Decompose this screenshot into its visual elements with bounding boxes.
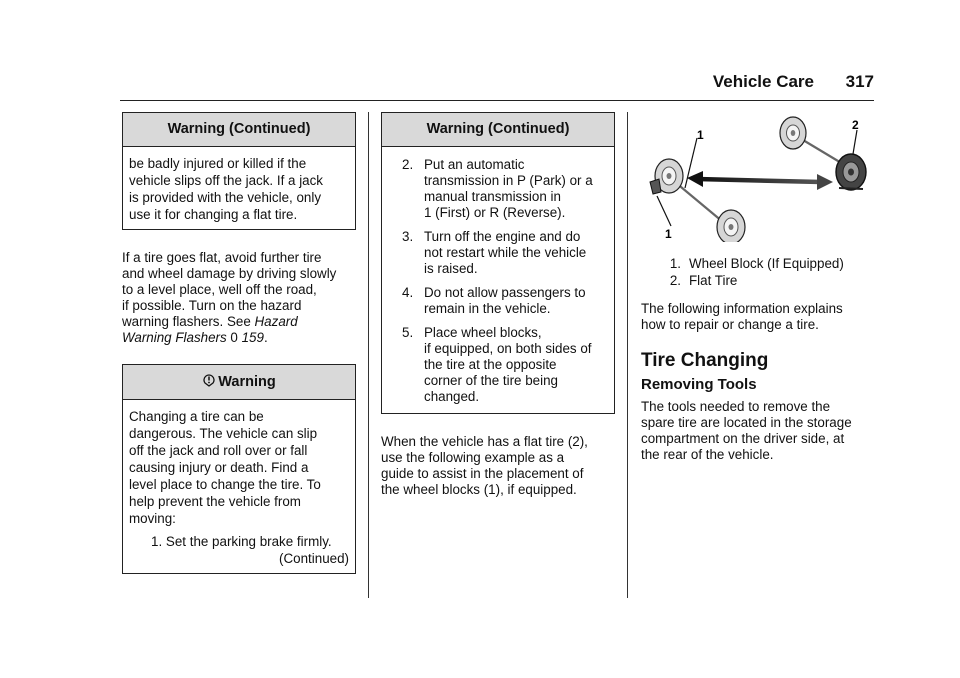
warning-title: Warning — [218, 374, 276, 390]
column-divider — [627, 112, 628, 598]
step-text — [424, 229, 608, 277]
text-line: changed. — [424, 389, 480, 404]
text-line: guide to assist in the placement of — [381, 466, 584, 481]
rear-left-wheel — [780, 117, 806, 149]
text-line: the wheel blocks (1), if equipped. — [381, 482, 577, 497]
callout-line — [853, 130, 857, 154]
column-2 — [381, 112, 615, 498]
text-line: Do not allow passengers to — [424, 285, 586, 300]
double-arrow — [687, 171, 833, 190]
text-line: is provided with the vehicle, only — [129, 190, 322, 205]
text-line: not restart while the vehicle — [424, 245, 587, 260]
text-line: manual transmission in — [424, 189, 561, 204]
text-line: the tire at the opposite — [424, 357, 557, 372]
text-line: causing injury or death. Find a — [129, 460, 309, 475]
legend-number: 2. — [669, 273, 681, 288]
text-line: how to repair or change a tire. — [641, 317, 819, 332]
warning-box-title: Warning (Continued) — [123, 113, 355, 147]
step-item — [402, 285, 608, 317]
section-heading: Tire Changing — [641, 350, 769, 371]
page-number: 317 — [845, 72, 874, 91]
text-line: if possible. Turn on the hazard — [122, 298, 302, 313]
step-item — [402, 325, 608, 405]
legend-text: Wheel Block (If Equipped) — [689, 256, 844, 271]
wheel-block-figure — [641, 112, 877, 242]
text-line: is raised. — [424, 261, 478, 276]
text-line: Place wheel blocks, — [424, 325, 542, 340]
page-header — [120, 72, 874, 101]
text-line: spare tire are located in the storage — [641, 415, 852, 430]
front-right-wheel — [717, 210, 745, 242]
hazard-link[interactable]: Hazard — [254, 314, 298, 329]
section-title: Vehicle Care — [712, 72, 814, 91]
wheel-block-paragraph — [381, 434, 615, 498]
wheel-diagram — [641, 112, 877, 242]
step-text — [424, 285, 608, 317]
warning-box-title: Warning (Continued) — [382, 113, 614, 147]
callout-label: 2 — [852, 118, 859, 132]
text-line: vehicle slips off the jack. If a jack — [129, 173, 324, 188]
text-line: off the jack and roll over or fall — [129, 443, 308, 458]
step-item — [402, 229, 608, 277]
text-line: remain in the vehicle. — [424, 301, 551, 316]
flat-tire — [836, 154, 866, 190]
warning-continued-box — [381, 112, 615, 414]
step-number: 2. — [402, 157, 414, 172]
text-line: use the following example as a — [381, 450, 565, 465]
text-line: if equipped, on both sides of — [424, 341, 592, 356]
text-line: level place to change the tire. To — [129, 477, 321, 492]
warning-continued-box — [122, 112, 356, 230]
text-line: Turn off the engine and do — [424, 229, 581, 244]
column-3 — [641, 112, 877, 463]
page-ref-icon: 0 — [230, 330, 238, 345]
text-line: If a tire goes flat, avoid further tire — [122, 250, 322, 265]
step-item — [129, 533, 349, 550]
text-line: the rear of the vehicle. — [641, 447, 774, 462]
text-line: Changing a tire can be — [129, 409, 264, 424]
step-number: 1. — [151, 534, 163, 549]
text-line: The tools needed to remove the — [641, 399, 831, 414]
text-line: 1 (First) or R (Reverse). — [424, 205, 566, 220]
warning-box-title — [123, 365, 355, 400]
legend-text: Flat Tire — [689, 273, 738, 288]
intro-paragraph — [641, 301, 877, 333]
page-ref-link[interactable]: 159 — [241, 330, 264, 345]
step-number: 4. — [402, 285, 414, 300]
text-line: When the vehicle has a flat tire (2), — [381, 434, 588, 449]
callout-label: 1 — [697, 128, 704, 142]
subsection-heading: Removing Tools — [641, 376, 757, 393]
text-line: help prevent the vehicle from — [129, 494, 301, 509]
figure-legend — [641, 256, 877, 289]
tools-paragraph — [641, 399, 877, 463]
step-number: 3. — [402, 229, 414, 244]
step-text: Set the parking brake firmly. — [165, 534, 332, 549]
step-number: 5. — [402, 325, 414, 340]
warning-box — [122, 364, 356, 574]
text-line: moving: — [129, 511, 176, 526]
step-text — [424, 157, 608, 221]
text-line — [122, 314, 356, 330]
flat-tire-paragraph — [122, 250, 356, 346]
continued-label: (Continued) — [279, 551, 349, 566]
column-1 — [122, 112, 356, 574]
text-line: corner of the tire being — [424, 373, 558, 388]
warning-icon — [202, 373, 216, 387]
callout-label: 1 — [665, 227, 672, 241]
text-line — [122, 330, 356, 346]
text-line: dangerous. The vehicle can slip — [129, 426, 318, 441]
text-line: The following information explains — [641, 301, 843, 316]
text-line: and wheel damage by driving slowly — [122, 266, 337, 281]
text-line: to a level place, well off the road, — [122, 282, 317, 297]
callout-line — [657, 196, 671, 226]
step-list — [402, 157, 608, 405]
text-line: transmission in P (Park) or a — [424, 173, 593, 188]
legend-number: 1. — [669, 256, 681, 271]
text-line: use it for changing a flat tire. — [129, 207, 298, 222]
column-divider — [368, 112, 369, 598]
text-segment: warning flashers. See — [122, 314, 255, 329]
step-text — [424, 325, 608, 405]
step-item — [402, 157, 608, 221]
legend-item — [641, 256, 877, 272]
warning-box-body — [123, 400, 355, 573]
wheel-block — [650, 179, 661, 194]
text-line: compartment on the driver side, at — [641, 431, 845, 446]
text-line: Put an automatic — [424, 157, 525, 172]
warning-box-body — [382, 147, 614, 413]
warning-flashers-link[interactable]: Warning Flashers — [122, 330, 227, 345]
text-line: be badly injured or killed if the — [129, 156, 307, 171]
text-segment: . — [263, 330, 268, 345]
warning-box-body — [123, 147, 355, 229]
legend-item — [641, 273, 877, 289]
